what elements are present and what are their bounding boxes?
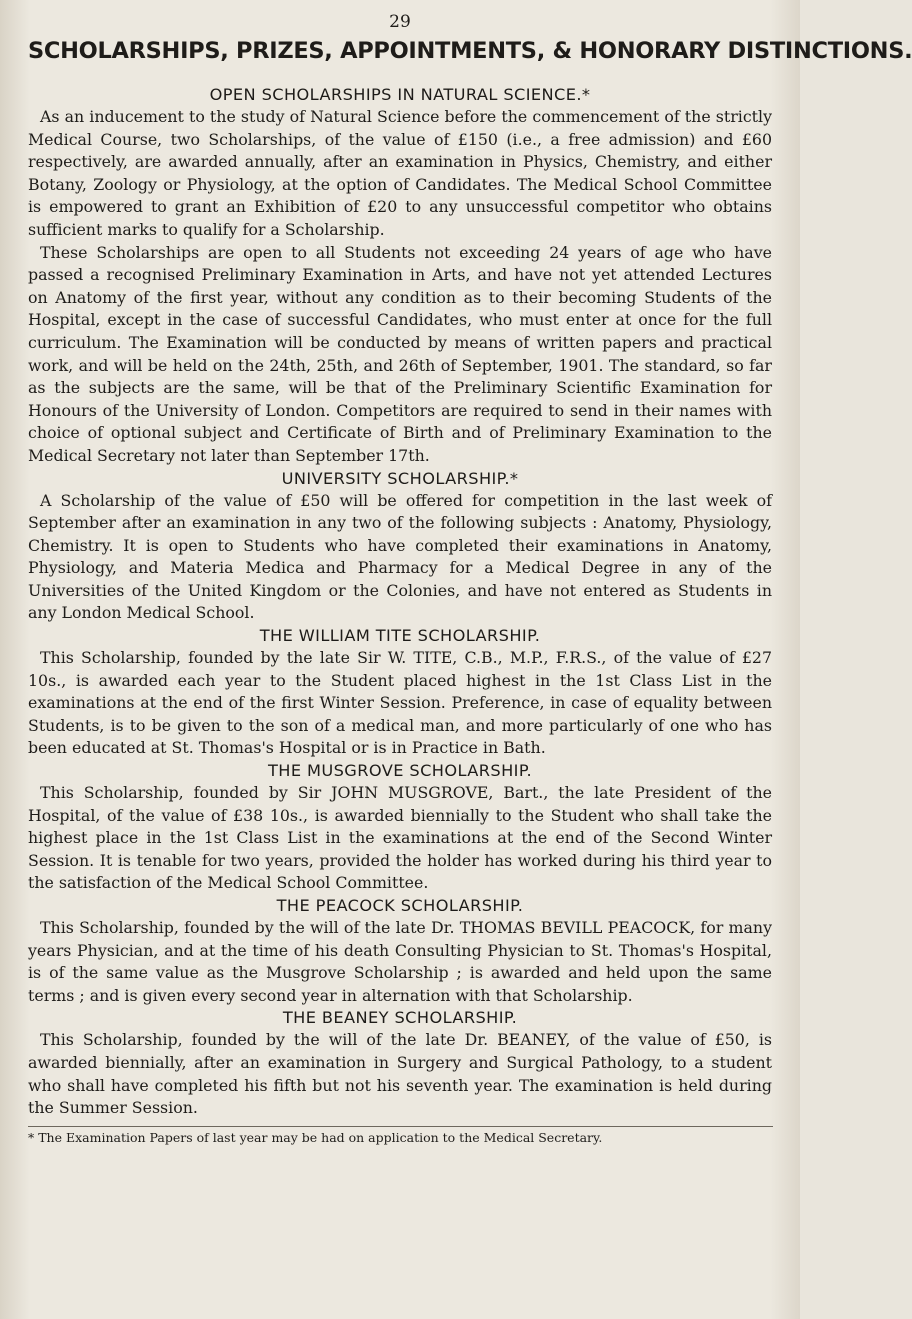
paragraph: This Scholarship, founded by the will of the late Dr. BEANEY, of the value of £50, is awarded biennially, after an examination in Surgery and Surgical Pathology, to a student who shall have completed his fifth but not his seventh year. The examination is held during the Summer Session.	[28, 1030, 772, 1118]
section-title: UNIVERSITY SCHOLARSHIP.*	[281, 468, 519, 488]
paragraph: As an inducement to the study of Natural Science before the commencement of the strictly Medical Course, two Scholarships, of the value of £150 (i.e., a free admission) and £60 respectively, are awarded annually, after an examination in Physics, Chemistry, and either Botany, Zoology or Physiology, at the option of Candidates. The Medical School Committee is empowered to grant an Exhibition of £20 to any unsuccessful competitor who obtains sufficient marks to qualify for a Scholarship.	[28, 107, 772, 239]
paragraph: These Scholarships are open to all Students not exceeding 24 years of age who have passed a recognised Preliminary Examination in Arts, and have not yet attended Lectures on Anatomy of the first year, without any condition as to their becoming Students of the Hospital, except in the case of successful Candidates, who must enter at once for the full curriculum. The Examination will be conducted by means of written papers and practical work, and will be held on the 24th, 25th, and 26th of September, 1901. The standard, so far as the subjects are the same, will be that of the Preliminary Scientific Examination for Honours of the University of London. Competitors are required to send in their names with choice of optional subject and Certificate of Birth and of Preliminary Examination to the Medical Secretary not later than September 17th.	[28, 242, 772, 465]
page-title: SCHOLARSHIPS, PRIZES, APPOINTMENTS, & HONORARY DISTINCTIONS.	[28, 38, 912, 64]
page-number: 29	[389, 12, 411, 32]
section-title: THE WILLIAM TITE SCHOLARSHIP.	[259, 626, 541, 646]
section-title: THE PEACOCK SCHOLARSHIP.	[276, 896, 524, 915]
paragraph: A Scholarship of the value of £50 will be offered for competition in the last week of September after an examination in any two of the following subjects : Anatomy, Physiology, Chemistry. It is open to Students who have completed their examinations in Anatomy, Physiology, and Materia Medica and Pharmacy for a Medical Degree in any of the Universities of the United Kingdom or the Colonies, and have not entered as Students in any London Medical School.	[28, 490, 772, 623]
section-university	[28, 468, 772, 626]
section-natural-science	[28, 84, 772, 468]
section-title: THE BEANEY SCHOLARSHIP.	[282, 1008, 518, 1028]
paragraph: This Scholarship, founded by the will of the late Dr. THOMAS BEVILL PEACOCK, for many years Physician, and at the time of his death Consulting Physician to St. Thomas's Hospital, is of the same value as the Musgrove Scholarship ; is awarded and held upon the same terms ; and is given every second year in alternation with that Scholarship.	[28, 918, 772, 1005]
section-title: OPEN SCHOLARSHIPS IN NATURAL SCIENCE.*	[209, 85, 591, 104]
section-musgrove	[28, 760, 772, 895]
paragraph: This Scholarship, founded by Sir JOHN MUSGROVE, Bart., the late President of the Hospital, of the value of £38 10s., is awarded biennially to the Student who shall take the highest place in the 1st Class List in the examinations at the end of the Second Winter Session. It is tenable for two years, provided the holder has worked during his third year to the satisfaction of the Medical School Committee.	[28, 783, 772, 893]
section-beaney	[28, 1007, 772, 1119]
paragraph: This Scholarship, founded by the late Sir W. TITE, C.B., M.P., F.R.S., of the value of £27 10s., is awarded each year to the Student placed highest in the 1st Class List in the examinations at the end of the first Winter Session. Preference, in case of equality between Students, is to be given to the son of a medical man, and more particularly of one who has been educated at St. Thomas's Hospital or is in Practice in Bath.	[28, 648, 772, 758]
section-william-tite	[28, 625, 772, 760]
footnote: * The Examination Papers of last year may be had on application to the Medical Secretary.	[28, 1126, 773, 1146]
section-title: THE MUSGROVE SCHOLARSHIP.	[267, 761, 533, 781]
section-peacock	[28, 895, 772, 1007]
